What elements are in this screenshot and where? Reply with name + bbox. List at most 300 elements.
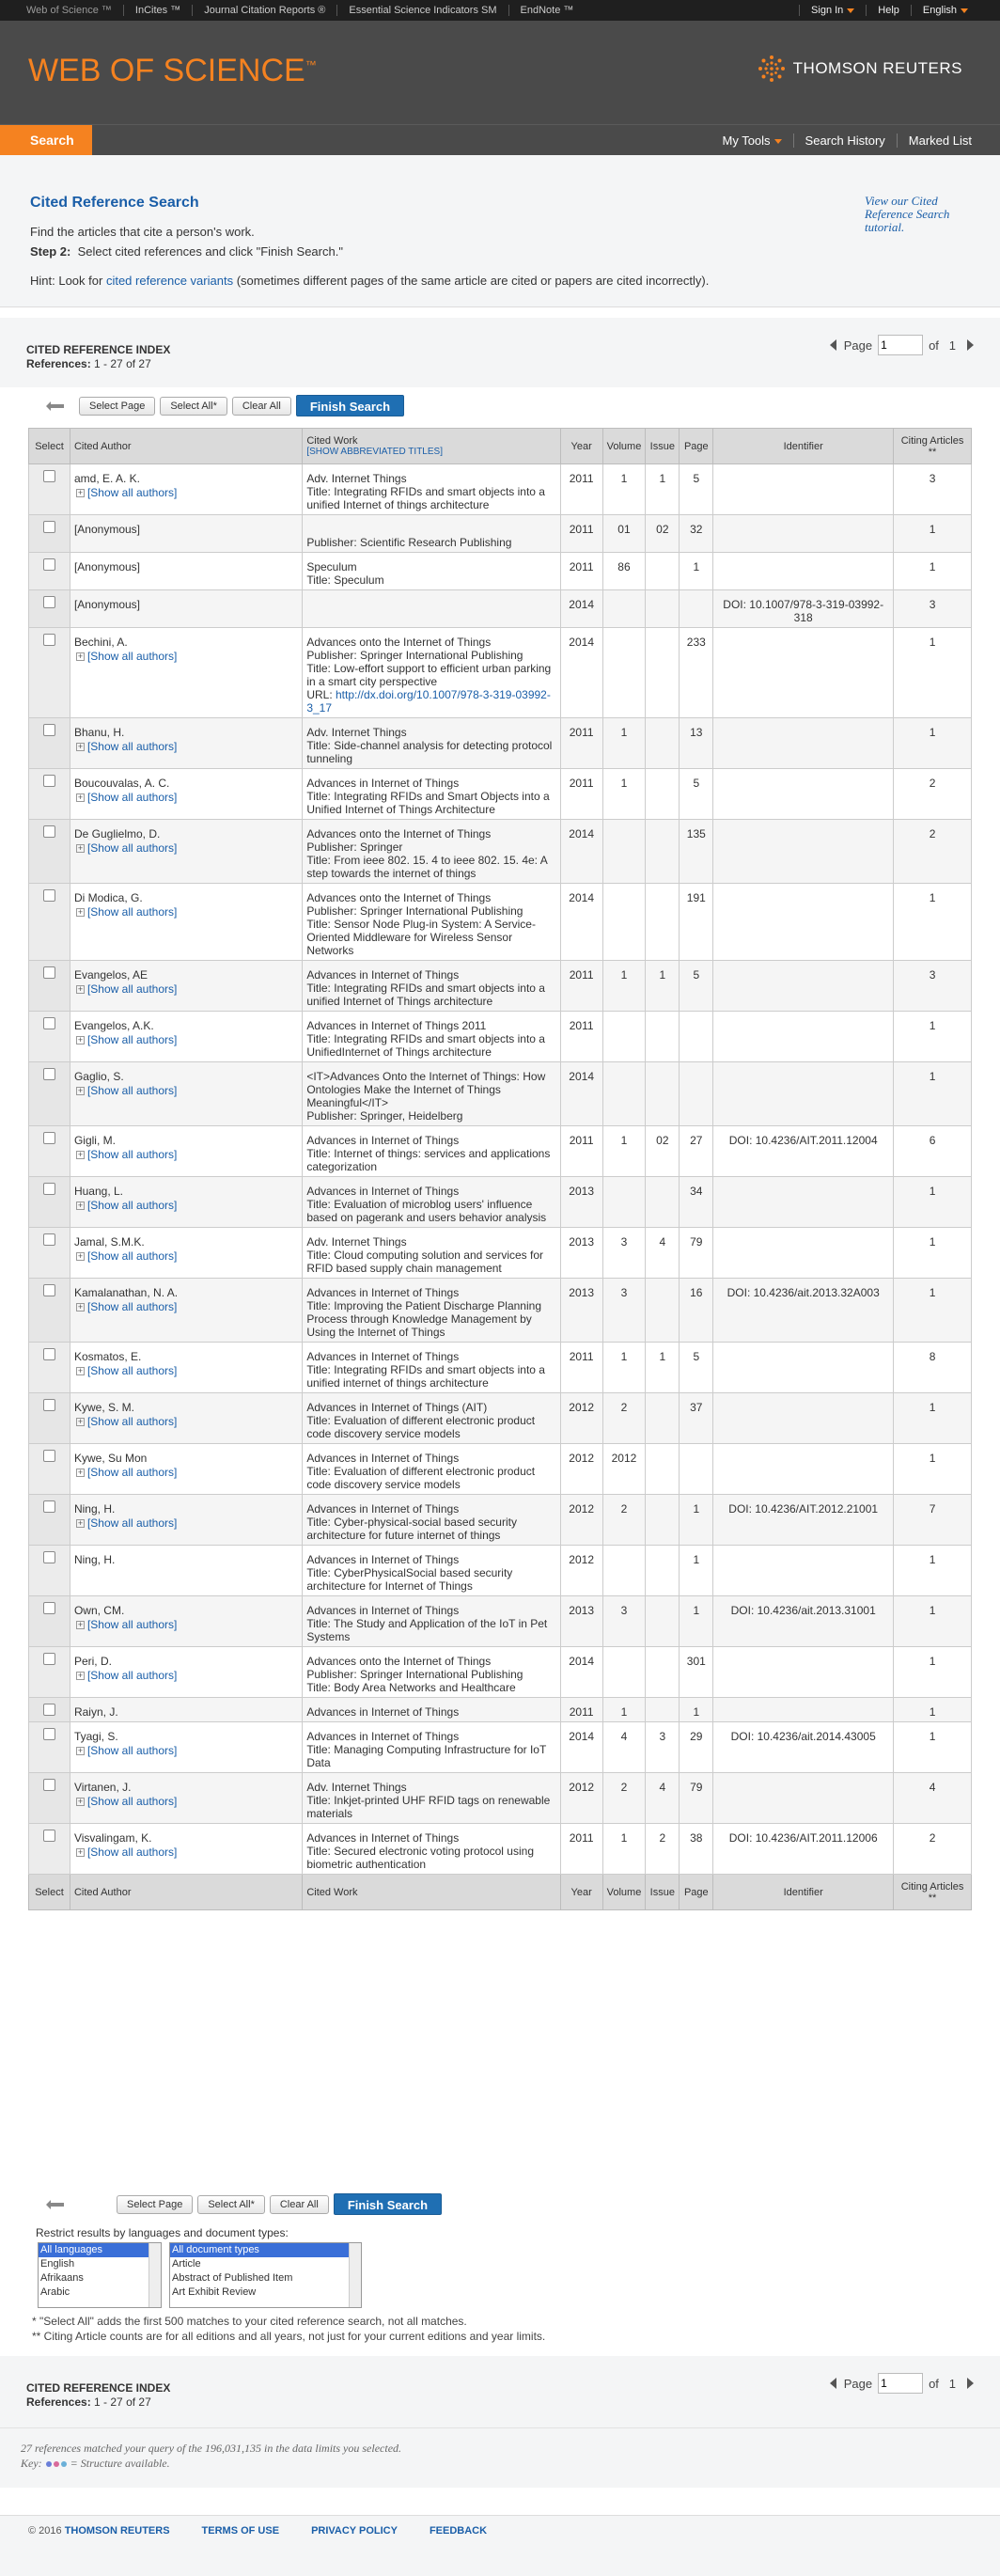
- show-all-authors-link[interactable]: [74, 905, 298, 919]
- identifier-cell: [713, 1773, 894, 1824]
- cited-work-cell: [303, 820, 560, 884]
- cited-work-label: Cited Work: [306, 435, 358, 447]
- show-all-authors-label: [Show all authors]: [86, 1669, 178, 1682]
- references-range: 1 - 27 of 27: [94, 2395, 151, 2409]
- show-all-authors-link[interactable]: [74, 982, 298, 996]
- table-row: [29, 1279, 972, 1343]
- volume-cell: [602, 1177, 646, 1228]
- cited-author: Kywe, Su Mon: [73, 1452, 148, 1465]
- marked-list-link[interactable]: Marked List: [897, 134, 983, 148]
- expand-icon: +: [77, 742, 84, 752]
- prev-page-icon[interactable]: [830, 2378, 836, 2389]
- expand-icon: +: [77, 488, 84, 498]
- row-checkbox[interactable]: [43, 470, 55, 482]
- show-all-authors-link[interactable]: [74, 1415, 298, 1428]
- table-row: [29, 464, 972, 515]
- footer-brand[interactable]: THOMSON REUTERS: [64, 2525, 170, 2537]
- cited-work: Advances in Internet of Things Title: Integrating RFIDs and smart objects into a unified Internet of Things architecture: [306, 968, 545, 1008]
- cited-author: Evangelos, AE: [73, 968, 148, 982]
- identifier-cell: [713, 1444, 894, 1495]
- sign-in-menu[interactable]: [799, 5, 866, 16]
- search-history-link[interactable]: Search History: [793, 134, 897, 148]
- issue-cell: [646, 884, 680, 961]
- cited-work: Advances in Internet of Things Title: Improving the Patient Discharge Planning Process through Knowledge Management by Using the Internet of Things: [306, 1286, 541, 1339]
- references-count: [26, 2395, 151, 2409]
- volume-cell: [602, 1647, 646, 1698]
- show-all-authors-link[interactable]: [74, 1300, 298, 1313]
- row-checkbox[interactable]: [43, 1068, 55, 1080]
- page-cell: 38: [680, 1824, 713, 1875]
- show-all-authors-link[interactable]: [74, 841, 298, 855]
- citing-articles-cell: 1: [894, 1596, 972, 1647]
- references-label: References:: [26, 2395, 91, 2409]
- citing-articles-cell: 3: [894, 961, 972, 1012]
- identifier-cell: [713, 1647, 894, 1698]
- structure-key: [21, 2457, 170, 2471]
- show-all-authors-link[interactable]: [74, 1466, 298, 1479]
- cited-author-cell: [70, 1126, 302, 1177]
- row-checkbox[interactable]: [43, 521, 55, 533]
- issue-cell: [646, 1062, 680, 1126]
- col-cited-work[interactable]: [303, 429, 560, 464]
- table-row: [29, 628, 972, 718]
- volume-cell: 2: [602, 1393, 646, 1444]
- select-cell: [29, 1495, 70, 1546]
- references-count: [26, 357, 151, 370]
- volume-cell: [602, 1546, 646, 1596]
- list-item[interactable]: All languages: [39, 2243, 161, 2257]
- doi-url-link[interactable]: http://dx.doi.org/10.1007/978-3-319-03992-3_17: [306, 688, 551, 715]
- row-checkbox[interactable]: [43, 1399, 55, 1411]
- cited-author: Kamalanathan, N. A.: [73, 1286, 179, 1299]
- table-row: [29, 718, 972, 769]
- row-checkbox[interactable]: [43, 966, 55, 979]
- issue-cell: [646, 1698, 680, 1722]
- volume-cell: 3: [602, 1228, 646, 1279]
- row-checkbox[interactable]: [43, 1602, 55, 1614]
- col-volume[interactable]: Volume: [602, 429, 646, 464]
- cited-work: Advances onto the Internet of Things Publisher: Springer Title: From ieee 802. 15. 4 to ieee 802. 15. 4e: A step towards the internet of things: [306, 827, 548, 880]
- cited-work: Adv. Internet Things Title: Inkjet-printed UHF RFID tags on renewable materials: [306, 1781, 551, 1820]
- show-all-authors-link[interactable]: [74, 486, 298, 499]
- expand-icon: +: [77, 1620, 84, 1630]
- index-title: CITED REFERENCE INDEX: [26, 343, 171, 356]
- show-all-authors-link[interactable]: [74, 791, 298, 804]
- volume-cell: 01: [602, 515, 646, 553]
- cited-author: Ning, H.: [73, 1502, 116, 1516]
- web-of-science-logo[interactable]: [28, 53, 317, 89]
- cited-author-cell: [70, 1228, 302, 1279]
- volume-cell: 3: [602, 1596, 646, 1647]
- tab-search[interactable]: Search: [0, 125, 92, 155]
- identifier-cell: [713, 1012, 894, 1062]
- document-type-listbox[interactable]: [169, 2242, 362, 2308]
- select-cell: [29, 961, 70, 1012]
- top-product-bar: [0, 0, 1000, 21]
- citing-articles-cell: 1: [894, 1228, 972, 1279]
- cited-author-cell: [70, 1012, 302, 1062]
- volume-cell: 4: [602, 1722, 646, 1773]
- list-item[interactable]: Article: [172, 2258, 201, 2270]
- show-all-authors-label: [Show all authors]: [86, 1618, 178, 1631]
- issue-cell: [646, 590, 680, 628]
- issue-cell: [646, 1596, 680, 1647]
- show-all-authors-link[interactable]: [74, 740, 298, 753]
- volume-cell: 1: [602, 961, 646, 1012]
- page-cell: 191: [680, 884, 713, 961]
- publisher-name: THOMSON REUTERS: [792, 59, 962, 77]
- volume-cell: [602, 820, 646, 884]
- table-row: [29, 553, 972, 590]
- col-issue[interactable]: Issue: [646, 429, 680, 464]
- cited-author: Visvalingam, K.: [73, 1831, 152, 1845]
- cited-author: [Anonymous]: [73, 560, 141, 573]
- citing-articles-cell: 3: [894, 590, 972, 628]
- row-checkbox[interactable]: [43, 1728, 55, 1740]
- table-row: [29, 1596, 972, 1647]
- col-identifier: Identifier: [713, 1875, 894, 1910]
- year-cell: 2014: [560, 1062, 602, 1126]
- col-page[interactable]: Page: [680, 429, 713, 464]
- list-item[interactable]: Art Exhibit Review: [172, 2286, 257, 2298]
- select-cell: [29, 1343, 70, 1393]
- citing-articles-cell: 2: [894, 1824, 972, 1875]
- table-header-row: [29, 429, 972, 464]
- cited-author: Raiyn, J.: [73, 1705, 118, 1719]
- issue-cell: [646, 1393, 680, 1444]
- action-buttons-top: [45, 395, 404, 416]
- table-row: [29, 961, 972, 1012]
- clear-all-button[interactable]: Clear All: [270, 2195, 329, 2214]
- chevron-down-icon: [961, 8, 968, 13]
- row-checkbox[interactable]: [43, 1183, 55, 1195]
- page-cell: 233: [680, 628, 713, 718]
- row-checkbox[interactable]: [43, 1830, 55, 1842]
- table-row: [29, 1228, 972, 1279]
- identifier-cell: DOI: 10.4236/AIT.2012.21001: [713, 1495, 894, 1546]
- cited-work-cell: [303, 769, 560, 820]
- identifier-cell: [713, 1393, 894, 1444]
- expand-icon: +: [77, 1086, 84, 1096]
- help-link[interactable]: Help: [866, 5, 911, 16]
- show-all-authors-label: [Show all authors]: [86, 1846, 178, 1859]
- feedback-link[interactable]: FEEDBACK: [429, 2525, 488, 2537]
- year-cell: 2013: [560, 1177, 602, 1228]
- row-checkbox[interactable]: [43, 724, 55, 736]
- table-row: [29, 1012, 972, 1062]
- terms-of-use-link[interactable]: TERMS OF USE: [201, 2525, 280, 2537]
- list-item[interactable]: Arabic: [40, 2286, 70, 2298]
- select-cell: [29, 1228, 70, 1279]
- identifier-cell: [713, 1177, 894, 1228]
- row-checkbox[interactable]: [43, 1017, 55, 1029]
- cited-work-cell: [303, 1444, 560, 1495]
- row-checkbox[interactable]: [43, 1653, 55, 1665]
- page-cell: 29: [680, 1722, 713, 1773]
- year-cell: 2011: [560, 1126, 602, 1177]
- page-cell: [680, 1062, 713, 1126]
- select-cell: [29, 1773, 70, 1824]
- table-row: [29, 1698, 972, 1722]
- select-cell: [29, 884, 70, 961]
- row-checkbox[interactable]: [43, 1132, 55, 1144]
- show-abbreviated-titles-link[interactable]: [SHOW ABBREVIATED TITLES]: [306, 447, 443, 457]
- total-pages: 1: [948, 2376, 956, 2391]
- page-cell: 5: [680, 464, 713, 515]
- show-all-authors-link[interactable]: [74, 1364, 298, 1377]
- cited-author-cell: [70, 1393, 302, 1444]
- finish-search-button[interactable]: Finish Search: [296, 395, 404, 416]
- table-row: [29, 1647, 972, 1698]
- show-all-authors-link[interactable]: [74, 1669, 298, 1682]
- row-checkbox[interactable]: [43, 1500, 55, 1513]
- cited-work-cell: [303, 1698, 560, 1722]
- cited-work-cell: [303, 1722, 560, 1773]
- col-citing-articles: Citing Articles **: [894, 1875, 972, 1910]
- page-cell: 32: [680, 515, 713, 553]
- issue-cell: [646, 553, 680, 590]
- cited-work-cell: [303, 553, 560, 590]
- row-checkbox[interactable]: [43, 1704, 55, 1716]
- select-all-button[interactable]: Select All*: [160, 397, 227, 416]
- identifier-cell: [713, 961, 894, 1012]
- my-tools-menu[interactable]: [711, 134, 792, 148]
- select-all-button[interactable]: Select All*: [197, 2195, 265, 2214]
- expand-icon: +: [77, 1671, 84, 1681]
- language-menu[interactable]: [911, 5, 979, 16]
- list-item[interactable]: Abstract of Published Item: [172, 2272, 293, 2284]
- cited-work: Advances in Internet of Things (AIT) Title: Evaluation of different electronic product code discovery service models: [306, 1401, 536, 1440]
- show-all-authors-link[interactable]: [74, 1618, 298, 1631]
- volume-cell: [602, 590, 646, 628]
- cited-author-cell: [70, 1773, 302, 1824]
- row-checkbox[interactable]: [43, 825, 55, 838]
- expand-icon: +: [77, 1468, 84, 1478]
- cited-work: Advances in Internet of Things Title: Evaluation of different electronic product code discovery service models: [306, 1452, 536, 1491]
- cited-work-cell: [303, 1177, 560, 1228]
- page-cell: 1: [680, 1698, 713, 1722]
- page-input[interactable]: [878, 335, 923, 355]
- table-row: [29, 1722, 972, 1773]
- col-year[interactable]: Year: [560, 429, 602, 464]
- show-all-authors-link[interactable]: [74, 1084, 298, 1097]
- hint-text: [30, 274, 709, 288]
- page-cell: [680, 1012, 713, 1062]
- topnav-endnote[interactable]: EndNote ™: [520, 5, 574, 16]
- cited-author: Jamal, S.M.K.: [73, 1235, 145, 1249]
- citing-articles-cell: 3: [894, 464, 972, 515]
- identifier-cell: [713, 1698, 894, 1722]
- select-page-button[interactable]: Select Page: [79, 397, 155, 416]
- row-checkbox[interactable]: [43, 634, 55, 646]
- page-input[interactable]: [878, 2373, 923, 2394]
- prev-page-icon[interactable]: [830, 339, 836, 351]
- identifier-cell: [713, 1546, 894, 1596]
- show-all-authors-link[interactable]: [74, 1516, 298, 1530]
- expand-icon: +: [77, 1035, 84, 1045]
- citing-articles-cell: 1: [894, 1393, 972, 1444]
- scrollbar[interactable]: [349, 2243, 361, 2307]
- cited-work: Advances in Internet of Things Title: Integrating RFIDs and smart objects into a unified internet of things architecture: [306, 1350, 545, 1390]
- volume-cell: [602, 1012, 646, 1062]
- select-cell: [29, 1444, 70, 1495]
- page-cell: 301: [680, 1647, 713, 1698]
- citing-articles-cell: 7: [894, 1495, 972, 1546]
- row-checkbox[interactable]: [43, 775, 55, 787]
- list-item[interactable]: All document types: [170, 2243, 361, 2257]
- query-summary: 27 references matched your query of the 196,031,135 in the data limits you selected.: [21, 2442, 402, 2455]
- structure-icon: [45, 2459, 68, 2469]
- my-tools-label: My Tools: [722, 133, 771, 148]
- cited-author-cell: [70, 1722, 302, 1773]
- expand-icon: +: [77, 793, 84, 803]
- identifier-cell: DOI: 10.4236/ait.2014.43005: [713, 1722, 894, 1773]
- expand-icon: +: [77, 907, 84, 918]
- select-cell: [29, 1177, 70, 1228]
- row-checkbox[interactable]: [43, 1450, 55, 1462]
- issue-cell: 4: [646, 1773, 680, 1824]
- cited-author: Ning, H.: [73, 1553, 116, 1566]
- show-all-authors-link[interactable]: [74, 1249, 298, 1263]
- list-item[interactable]: English: [40, 2258, 75, 2270]
- index-header-bottom: [0, 2356, 1000, 2427]
- cited-work: Advances in Internet of Things Title: Internet of things: services and applications categorization: [306, 1134, 551, 1173]
- citing-articles-cell: 6: [894, 1126, 972, 1177]
- topnav-incites[interactable]: InCites ™: [124, 5, 193, 16]
- volume-cell: 1: [602, 1126, 646, 1177]
- volume-cell: 1: [602, 1343, 646, 1393]
- next-page-icon[interactable]: [967, 2378, 974, 2389]
- table-row: [29, 1824, 972, 1875]
- cited-author: Bechini, A.: [73, 636, 128, 649]
- show-all-authors-label: [Show all authors]: [86, 1300, 178, 1313]
- select-cell: [29, 1126, 70, 1177]
- cited-work: Advances in Internet of Things Title: The Study and Application of the IoT in Pet Systems: [306, 1604, 548, 1643]
- topnav-jcr[interactable]: Journal Citation Reports ®: [193, 5, 337, 16]
- citing-articles-cell: 1: [894, 884, 972, 961]
- identifier-cell: [713, 464, 894, 515]
- cited-author: Bhanu, H.: [73, 726, 125, 739]
- cited-work: Advances in Internet of Things 2011 Title: Integrating RFIDs and smart objects into a UnifiedInternet of Things architecture: [306, 1019, 545, 1059]
- issue-cell: [646, 1279, 680, 1343]
- citing-articles-cell: 4: [894, 1773, 972, 1824]
- citing-articles-cell: 1: [894, 515, 972, 553]
- show-all-authors-link[interactable]: [74, 650, 298, 663]
- cited-author-cell: [70, 628, 302, 718]
- identifier-cell: [713, 820, 894, 884]
- cited-reference-variants-link[interactable]: cited reference variants: [105, 274, 234, 288]
- select-page-button[interactable]: Select Page: [117, 2195, 193, 2214]
- issue-cell: 02: [646, 1126, 680, 1177]
- url-label: URL:: [306, 688, 336, 701]
- row-checkbox[interactable]: [43, 1551, 55, 1563]
- row-checkbox[interactable]: [43, 558, 55, 571]
- citing-articles-cell: 1: [894, 553, 972, 590]
- expand-icon: +: [77, 1417, 84, 1427]
- table-row: [29, 1393, 972, 1444]
- expand-icon: +: [77, 1251, 84, 1262]
- volume-cell: 1: [602, 1824, 646, 1875]
- issue-cell: 1: [646, 464, 680, 515]
- next-page-icon[interactable]: [967, 339, 974, 351]
- row-checkbox[interactable]: [43, 889, 55, 902]
- row-checkbox[interactable]: [43, 1233, 55, 1246]
- year-cell: 2011: [560, 1343, 602, 1393]
- col-cited-author[interactable]: Cited Author: [70, 429, 302, 464]
- select-cell: [29, 1279, 70, 1343]
- year-cell: 2014: [560, 884, 602, 961]
- trademark: ™: [305, 58, 317, 71]
- table-row: [29, 820, 972, 884]
- cited-author: [Anonymous]: [73, 523, 141, 536]
- identifier-cell: DOI: 10.4236/ait.2013.32A003: [713, 1279, 894, 1343]
- clear-all-button[interactable]: Clear All: [232, 397, 291, 416]
- row-checkbox[interactable]: [43, 1284, 55, 1296]
- show-all-authors-link[interactable]: [74, 1744, 298, 1757]
- topnav-web-of-science[interactable]: Web of Science ™: [21, 5, 124, 16]
- col-citing-articles[interactable]: Citing Articles **: [894, 429, 972, 464]
- show-all-authors-label: [Show all authors]: [86, 486, 178, 499]
- year-cell: 2014: [560, 1722, 602, 1773]
- select-cell: [29, 515, 70, 553]
- cited-author: Boucouvalas, A. C.: [73, 777, 170, 790]
- row-checkbox[interactable]: [43, 596, 55, 608]
- language-listbox[interactable]: [38, 2242, 162, 2308]
- col-identifier[interactable]: Identifier: [713, 429, 894, 464]
- select-all-note: * "Select All" adds the first 500 matches to your cited reference search, not all matches.: [32, 2315, 467, 2328]
- col-select: Select: [29, 429, 70, 464]
- cited-work: Adv. Internet Things Title: Cloud computing solution and services for RFID based supply chain management: [306, 1235, 543, 1275]
- identifier-cell: [713, 553, 894, 590]
- col-cited-work: Cited Work: [303, 1875, 560, 1910]
- year-cell: 2011: [560, 515, 602, 553]
- show-all-authors-link[interactable]: [74, 1846, 298, 1859]
- row-checkbox[interactable]: [43, 1348, 55, 1360]
- cited-author-cell: [70, 1177, 302, 1228]
- cited-work-cell: [303, 1393, 560, 1444]
- select-arrow-up-icon: [45, 2199, 66, 2210]
- year-cell: 2011: [560, 769, 602, 820]
- issue-cell: [646, 1444, 680, 1495]
- row-checkbox[interactable]: [43, 1779, 55, 1791]
- select-cell: [29, 769, 70, 820]
- intro-text: Find the articles that cite a person's work.: [30, 225, 255, 239]
- identifier-cell: DOI: 10.4236/ait.2013.31001: [713, 1596, 894, 1647]
- cited-work-cell: [303, 1279, 560, 1343]
- show-all-authors-label: [Show all authors]: [86, 1516, 178, 1530]
- privacy-policy-link[interactable]: PRIVACY POLICY: [311, 2525, 398, 2537]
- page-cell: 1: [680, 1596, 713, 1647]
- select-cell: [29, 553, 70, 590]
- col-year: Year: [560, 1875, 602, 1910]
- show-all-authors-label: [Show all authors]: [86, 1199, 178, 1212]
- hint-suffix: (sometimes different pages of the same article are cited or papers are cited incorrectly).: [236, 274, 710, 288]
- show-all-authors-link[interactable]: [74, 1795, 298, 1808]
- show-all-authors-link[interactable]: [74, 1199, 298, 1212]
- scrollbar[interactable]: [148, 2243, 161, 2307]
- citing-articles-cell: 1: [894, 1698, 972, 1722]
- select-cell: [29, 1393, 70, 1444]
- finish-search-button[interactable]: Finish Search: [334, 2193, 442, 2215]
- page-cell: 5: [680, 769, 713, 820]
- show-all-authors-link[interactable]: [74, 1033, 298, 1046]
- citing-articles-cell: 1: [894, 1279, 972, 1343]
- list-item[interactable]: Afrikaans: [40, 2272, 84, 2284]
- topnav-esi[interactable]: Essential Science Indicators SM: [337, 5, 508, 16]
- cited-author: Huang, L.: [73, 1185, 124, 1198]
- tutorial-link[interactable]: View our Cited Reference Search tutorial.: [865, 194, 950, 234]
- show-all-authors-link[interactable]: [74, 1148, 298, 1161]
